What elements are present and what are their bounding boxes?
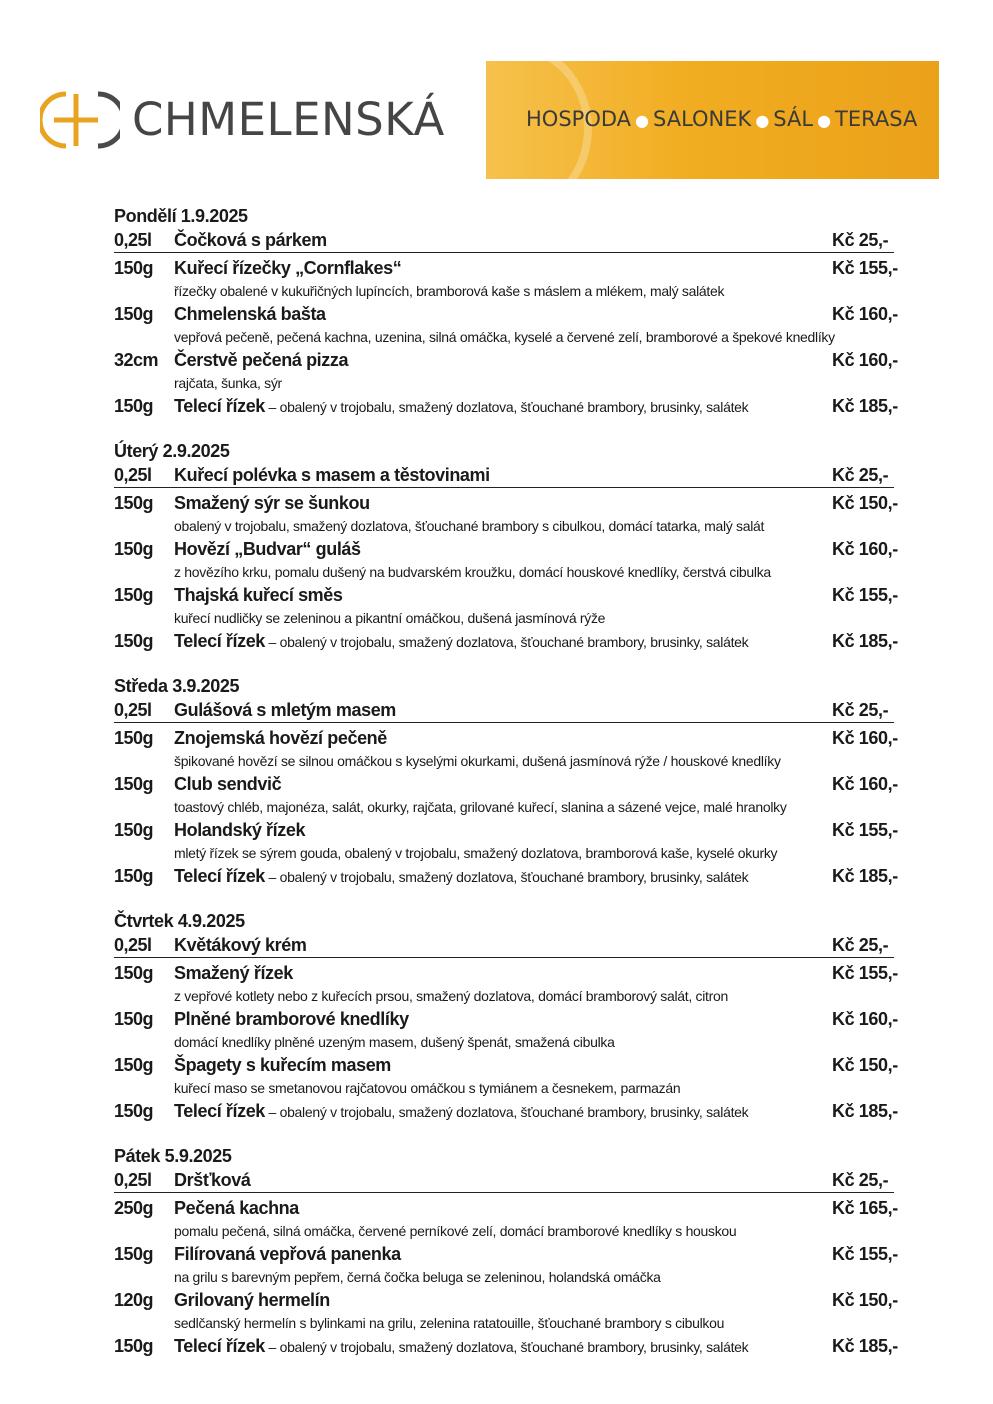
item-price: Kč 155,- xyxy=(832,1244,898,1264)
day-title: Pondělí 1.9.2025 xyxy=(114,206,248,226)
item-description: z vepřové kotlety nebo z kuřecích prsou, smažený dozlatova, domácí bramborový salát, citron xyxy=(174,988,728,1004)
soup-price: Kč 25,- xyxy=(832,465,889,485)
item-name-cell xyxy=(174,1289,832,1312)
item-name: Smažený sýr se šunkou xyxy=(174,493,370,513)
item-name: Kuřecí řízečky „Cornflakes“ xyxy=(174,258,402,278)
soup-row xyxy=(114,698,894,723)
item-price: Kč 165,- xyxy=(832,1198,898,1218)
day-title: Čtvrtek 4.9.2025 xyxy=(114,911,245,931)
menu-item xyxy=(114,773,898,818)
menu-item xyxy=(114,1197,898,1242)
item-price: Kč 160,- xyxy=(832,539,898,559)
item-qty: 150g xyxy=(114,539,154,559)
item-name-cell xyxy=(174,865,832,889)
item-qty: 32cm xyxy=(114,350,159,370)
day-section xyxy=(114,1144,898,1359)
item-name: Chmelenská bašta xyxy=(174,304,326,324)
dot-separator: ● xyxy=(635,111,649,130)
menu-item xyxy=(114,630,898,654)
item-qty: 150g xyxy=(114,1009,154,1029)
item-description: kuřecí nudličky se zeleninou a pikantní omáčkou, dušená jasmínová rýže xyxy=(174,610,606,626)
menu-item xyxy=(114,1243,898,1288)
item-name-cell xyxy=(174,538,832,561)
item-description: špikované hovězí se silnou omáčkou s kyselými okurkami, dušená jasmínová rýže / houskové knedlíky xyxy=(174,753,781,769)
day-section xyxy=(114,909,898,1124)
dot-separator: ● xyxy=(755,111,770,130)
menu-item xyxy=(114,395,898,419)
item-description: obalený v trojobalu, smažený dozlatova, šťouchané brambory s cibulkou, domácí tatarka, malý salát xyxy=(174,518,765,534)
item-name: Holandský řízek xyxy=(174,820,306,840)
item-name: Pečená kachna xyxy=(174,1198,299,1218)
menu-item xyxy=(114,1054,898,1099)
item-qty: 150g xyxy=(114,631,154,651)
item-name: Telecí řízek xyxy=(174,1336,265,1356)
tagline xyxy=(526,107,917,131)
item-price: Kč 155,- xyxy=(832,963,898,983)
item-description: kuřecí maso se smetanovou rajčatovou omáčkou s tymiánem a česnekem, parmazán xyxy=(174,1080,681,1096)
item-description: rajčata, šunka, sýr xyxy=(174,375,282,391)
item-name-cell xyxy=(174,584,832,607)
item-qty: 150g xyxy=(114,258,154,278)
soup-name: Gulášová s mletým masem xyxy=(174,700,396,720)
item-qty: 150g xyxy=(114,866,154,886)
item-description: na grilu s barevným pepřem, černá čočka beluga se zeleninou, holandská omáčka xyxy=(174,1269,661,1285)
menu-item xyxy=(114,1008,898,1053)
item-qty: 150g xyxy=(114,585,154,605)
item-description: pomalu pečená, silná omáčka, červené perníkové zelí, domácí bramborové knedlíky s houskou xyxy=(174,1223,737,1239)
soup-price: Kč 25,- xyxy=(832,1170,889,1190)
soup-name: Dršťková xyxy=(174,1170,251,1190)
item-name-cell xyxy=(174,1197,832,1220)
dot-separator: ● xyxy=(817,111,832,130)
menu-item xyxy=(114,727,898,772)
item-description: z hovězího krku, pomalu dušený na budvarském kroužku, domácí houskové knedlíky, čerstvá cibulka xyxy=(174,564,771,580)
soup-row xyxy=(114,463,894,488)
item-price: Kč 185,- xyxy=(832,631,898,651)
day-title: Pátek 5.9.2025 xyxy=(114,1146,232,1166)
header xyxy=(0,0,993,190)
item-name: Špagety s kuřecím masem xyxy=(174,1055,391,1075)
menu-item xyxy=(114,865,898,889)
item-name: Telecí řízek xyxy=(174,1101,265,1121)
item-qty: 150g xyxy=(114,1101,154,1121)
item-price: Kč 150,- xyxy=(832,1290,898,1310)
item-name-cell xyxy=(174,962,832,985)
item-inline-desc: – obalený v trojobalu, smažený dozlatova, šťouchané brambory, brusinky, salátek xyxy=(264,1104,749,1120)
item-name: Plněné bramborové knedlíky xyxy=(174,1009,409,1029)
menu-item xyxy=(114,303,898,348)
item-name-cell xyxy=(174,303,832,326)
soup-row xyxy=(114,933,894,958)
item-name-cell xyxy=(174,819,832,842)
item-price: Kč 160,- xyxy=(832,304,898,324)
item-name-cell xyxy=(174,257,832,280)
day-title: Středa 3.9.2025 xyxy=(114,676,240,696)
brand-name: CHMELENSKÁ xyxy=(132,93,445,146)
item-price: Kč 160,- xyxy=(832,774,898,794)
item-price: Kč 155,- xyxy=(832,585,898,605)
item-price: Kč 160,- xyxy=(832,728,898,748)
weekly-menu xyxy=(114,204,898,1379)
tagline-banner xyxy=(486,61,939,179)
item-name-cell xyxy=(174,1100,832,1124)
soup-name: Květákový krém xyxy=(174,935,307,955)
hop-logo-icon xyxy=(40,90,120,150)
item-qty: 150g xyxy=(114,493,154,513)
item-inline-desc: – obalený v trojobalu, smažený dozlatova, šťouchané brambory, brusinky, salátek xyxy=(264,1339,749,1355)
item-qty: 150g xyxy=(114,728,154,748)
menu-item xyxy=(114,1100,898,1124)
menu-item xyxy=(114,1289,898,1334)
item-name-cell xyxy=(174,727,832,750)
item-name-cell xyxy=(174,349,832,372)
item-qty: 150g xyxy=(114,1336,154,1356)
soup-price: Kč 25,- xyxy=(832,230,889,250)
item-price: Kč 150,- xyxy=(832,493,898,513)
menu-item xyxy=(114,538,898,583)
soup-row xyxy=(114,1168,894,1193)
soup-name: Kuřecí polévka s masem a těstovinami xyxy=(174,465,490,485)
menu-item xyxy=(114,492,898,537)
item-price: Kč 160,- xyxy=(832,350,898,370)
tagline-item: SÁL xyxy=(773,107,814,131)
item-name: Grilovaný hermelín xyxy=(174,1290,330,1310)
item-name-cell xyxy=(174,1054,832,1077)
menu-item xyxy=(114,584,898,629)
item-price: Kč 155,- xyxy=(832,820,898,840)
item-name-cell xyxy=(174,773,832,796)
day-section xyxy=(114,674,898,889)
item-description: domácí knedlíky plněné uzeným masem, dušený špenát, smažená cibulka xyxy=(174,1034,615,1050)
soup-row xyxy=(114,228,894,253)
soup-name: Čočková s párkem xyxy=(174,230,327,250)
item-qty: 150g xyxy=(114,963,154,983)
item-price: Kč 185,- xyxy=(832,866,898,886)
item-name-cell xyxy=(174,1335,832,1359)
item-name-cell xyxy=(174,630,832,654)
soup-qty: 0,25l xyxy=(114,465,152,485)
item-name-cell xyxy=(174,1243,832,1266)
soup-qty: 0,25l xyxy=(114,1170,152,1190)
soup-price: Kč 25,- xyxy=(832,935,889,955)
tagline-item: TERASA xyxy=(835,107,918,131)
item-price: Kč 155,- xyxy=(832,258,898,278)
item-qty: 250g xyxy=(114,1198,154,1218)
menu-item xyxy=(114,1335,898,1359)
item-description: vepřová pečeně, pečená kachna, uzenina, silná omáčka, kyselé a červené zelí, bramborové a špekové knedlíky xyxy=(174,329,835,345)
item-qty: 150g xyxy=(114,1244,154,1264)
item-name: Telecí řízek xyxy=(174,866,265,886)
menu-item xyxy=(114,819,898,864)
day-title: Úterý 2.9.2025 xyxy=(114,441,230,461)
item-qty: 150g xyxy=(114,304,154,324)
day-section xyxy=(114,439,898,654)
menu-item xyxy=(114,962,898,1007)
item-name: Thajská kuřecí směs xyxy=(174,585,343,605)
tagline-item: SALONEK xyxy=(652,107,752,131)
menu-item xyxy=(114,349,898,394)
item-name: Čerstvě pečená pizza xyxy=(174,350,349,370)
item-price: Kč 185,- xyxy=(832,1336,898,1356)
item-description: sedlčanský hermelín s bylinkami na grilu, zelenina ratatouille, šťouchané brambory s cibulkou xyxy=(174,1315,725,1331)
item-name: Club sendvič xyxy=(174,774,282,794)
item-name-cell xyxy=(174,395,832,419)
day-section xyxy=(114,204,898,419)
item-qty: 120g xyxy=(114,1290,154,1310)
soup-qty: 0,25l xyxy=(114,700,152,720)
item-name: Znojemská hovězí pečeně xyxy=(174,728,387,748)
item-qty: 150g xyxy=(114,1055,154,1075)
item-name: Hovězí „Budvar“ guláš xyxy=(174,539,361,559)
item-qty: 150g xyxy=(114,774,154,794)
item-description: mletý řízek se sýrem gouda, obalený v trojobalu, smažený dozlatova, bramborová kaše, kyselé okurky xyxy=(174,845,778,861)
soup-qty: 0,25l xyxy=(114,935,152,955)
item-name: Telecí řízek xyxy=(174,396,265,416)
item-qty: 150g xyxy=(114,396,154,416)
item-description: řízečky obalené v kukuřičných lupíncích, bramborová kaše s máslem a mlékem, malý salátek xyxy=(174,283,725,299)
item-name-cell xyxy=(174,1008,832,1031)
soup-price: Kč 25,- xyxy=(832,700,889,720)
tagline-item: HOSPODA xyxy=(526,107,632,131)
item-inline-desc: – obalený v trojobalu, smažený dozlatova, šťouchané brambory, brusinky, salátek xyxy=(264,869,749,885)
item-price: Kč 185,- xyxy=(832,396,898,416)
item-qty: 150g xyxy=(114,820,154,840)
item-name: Filírovaná vepřová panenka xyxy=(174,1244,401,1264)
item-price: Kč 185,- xyxy=(832,1101,898,1121)
item-price: Kč 150,- xyxy=(832,1055,898,1075)
soup-qty: 0,25l xyxy=(114,230,152,250)
item-inline-desc: – obalený v trojobalu, smažený dozlatova, šťouchané brambory, brusinky, salátek xyxy=(264,634,749,650)
item-name: Smažený řízek xyxy=(174,963,293,983)
menu-item xyxy=(114,257,898,302)
item-name-cell xyxy=(174,492,832,515)
item-inline-desc: – obalený v trojobalu, smažený dozlatova, šťouchané brambory, brusinky, salátek xyxy=(264,399,749,415)
item-name: Telecí řízek xyxy=(174,631,265,651)
item-price: Kč 160,- xyxy=(832,1009,898,1029)
item-description: toastový chléb, majonéza, salát, okurky, rajčata, grilované kuřecí, slanina a sázené vejce, malé hranolky xyxy=(174,799,787,815)
